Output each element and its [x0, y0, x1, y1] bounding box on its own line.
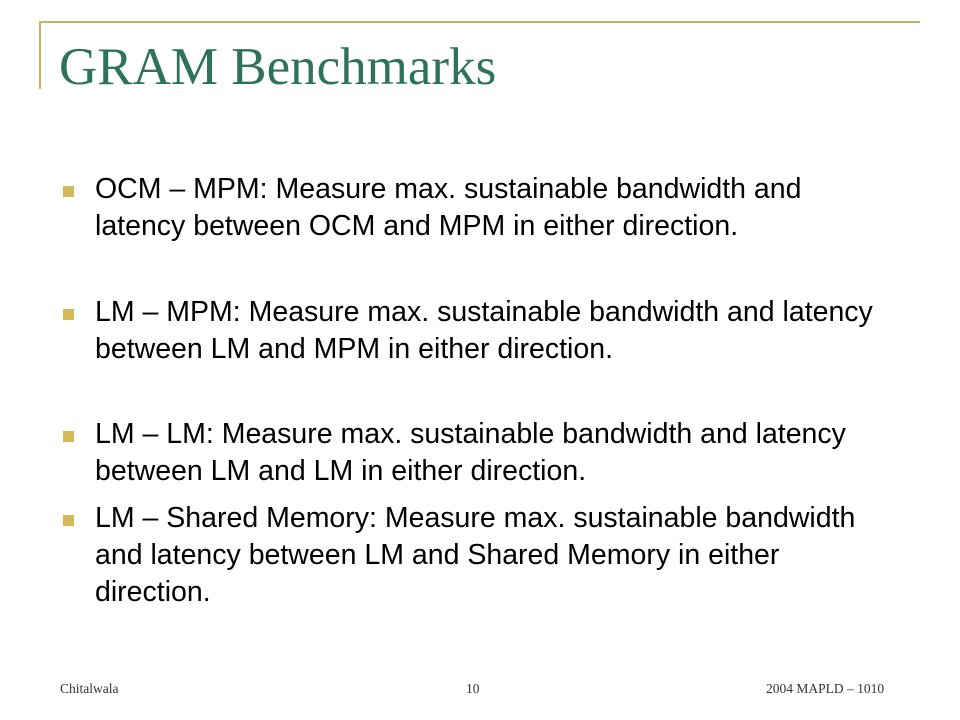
bullet-text: LM – Shared Memory: Measure max. sustainable bandwidth and latency between LM and Shared Memory in either direction.: [95, 502, 856, 608]
bullet-text: LM – MPM: Measure max. sustainable bandwidth and latency between LM and MPM in either direction.: [95, 296, 873, 365]
square-bullet-icon: [63, 309, 74, 320]
footer-page-number: 10: [466, 681, 480, 696]
square-bullet-icon: [63, 431, 74, 442]
square-bullet-icon: [63, 515, 74, 526]
slide-title: GRAM Benchmarks: [59, 38, 497, 96]
footer-event: 2004 MAPLD – 1010: [766, 681, 885, 696]
footer-author: Chitalwala: [60, 681, 119, 696]
bullet-text: OCM – MPM: Measure max. sustainable bandwidth and latency between OCM and MPM in either direction.: [95, 173, 802, 242]
bullet-text: LM – LM: Measure max. sustainable bandwidth and latency between LM and LM in either direction.: [95, 418, 846, 487]
square-bullet-icon: [63, 186, 74, 197]
